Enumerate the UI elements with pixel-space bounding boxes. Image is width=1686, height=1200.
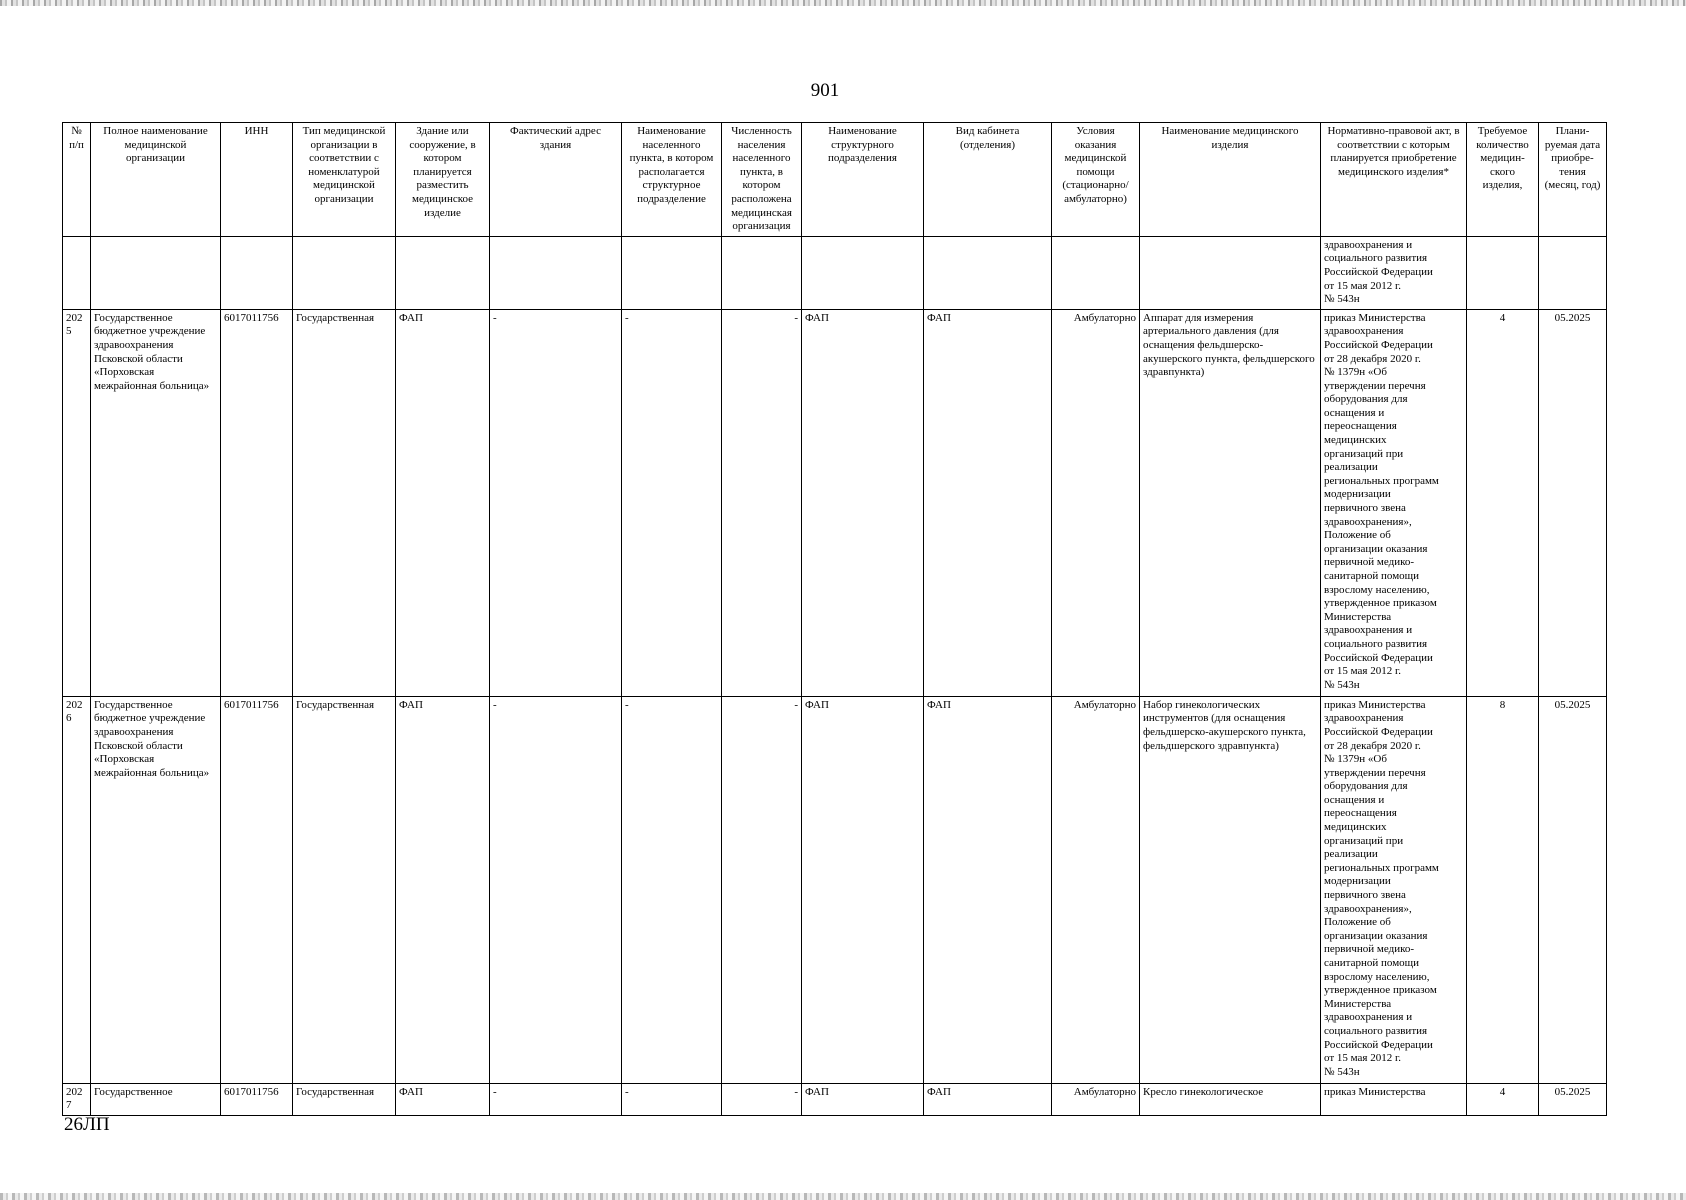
col-header-settlement: Наименование населенного пункта, в котором располагается структурное подразделение bbox=[622, 123, 722, 237]
col-header-conditions: Условия оказания медицинской помощи (стационарно/ амбулаторно) bbox=[1052, 123, 1140, 237]
row-address: - bbox=[490, 1083, 622, 1115]
row-act: приказ Министерства здравоохранения Российской Федерации от 28 декабря 2020 г. № 1379н «Об утверждении перечня оборудования для оснащения и переоснащения медицинских организаций при реализации региональных программ модернизации первичного звена здравоохранения», Положение об организации оказания первичной медико- санитарной помощи взрослому населению, утвержденное приказом Министерства здравоохранения и социального развития Российской Федерации от 15 мая 2012 г. № 543н bbox=[1321, 309, 1467, 696]
row-date: 05.2025 bbox=[1539, 1083, 1607, 1115]
row-qty: 8 bbox=[1467, 696, 1539, 1083]
row-conditions: Амбулаторно bbox=[1052, 696, 1140, 1083]
col-header-num: № п/п bbox=[63, 123, 91, 237]
row-unit: ФАП bbox=[802, 309, 924, 696]
col-header-unit: Наименование структурного подразделения bbox=[802, 123, 924, 237]
col-header-device: Наименование медицинского изделия bbox=[1140, 123, 1321, 237]
row-address: - bbox=[490, 696, 622, 1083]
table-row bbox=[63, 1083, 1607, 1115]
table-row bbox=[63, 696, 1607, 1083]
row-conditions: Амбулаторно bbox=[1052, 309, 1140, 696]
row-date: 05.2025 bbox=[1539, 696, 1607, 1083]
row-org: Государственное бюджетное учреждение здравоохранения Псковской области «Порховская межрайонная больница» bbox=[91, 309, 221, 696]
continuation-row bbox=[63, 236, 1607, 309]
row-type: Государственная bbox=[293, 1083, 396, 1115]
row-inn: 6017011756 bbox=[221, 696, 293, 1083]
row-population: - bbox=[722, 1083, 802, 1115]
col-header-type: Тип медицинской организации в соответствии с номенклатурой медицинской организации bbox=[293, 123, 396, 237]
document-code: 26ЛП bbox=[64, 1114, 110, 1135]
row-device: Кресло гинекологическое bbox=[1140, 1083, 1321, 1115]
row-date: 05.2025 bbox=[1539, 309, 1607, 696]
row-num: 2027 bbox=[63, 1083, 91, 1115]
row-org: Государственное bbox=[91, 1083, 221, 1115]
row-building: ФАП bbox=[396, 1083, 490, 1115]
row-type: Государственная bbox=[293, 696, 396, 1083]
row-cabinet: ФАП bbox=[924, 1083, 1052, 1115]
col-header-address: Фактический адрес здания bbox=[490, 123, 622, 237]
col-header-cabinet: Вид кабинета (отделения) bbox=[924, 123, 1052, 237]
row-qty: 4 bbox=[1467, 1083, 1539, 1115]
row-cabinet: ФАП bbox=[924, 309, 1052, 696]
table-row bbox=[63, 309, 1607, 696]
row-unit: ФАП bbox=[802, 1083, 924, 1115]
row-settlement: - bbox=[622, 309, 722, 696]
row-device: Набор гинекологических инструментов (для оснащения фельдшерско-акушерского пункта, фельдшерского здравпункта) bbox=[1140, 696, 1321, 1083]
row-inn: 6017011756 bbox=[221, 309, 293, 696]
row-device: Аппарат для измерения артериального давления (для оснащения фельдшерско-акушерского пункта, фельдшерского здравпункта) bbox=[1140, 309, 1321, 696]
scan-edge-top bbox=[0, 0, 1686, 6]
row-act: приказ Министерства bbox=[1321, 1083, 1467, 1115]
row-unit: ФАП bbox=[802, 696, 924, 1083]
row-settlement: - bbox=[622, 696, 722, 1083]
col-header-population: Численность населения населенного пункта, в котором расположена медицинская организация bbox=[722, 123, 802, 237]
row-num: 2025 bbox=[63, 309, 91, 696]
row-qty: 4 bbox=[1467, 309, 1539, 696]
col-header-building: Здание или сооружение, в котором планируется разместить медицинское изделие bbox=[396, 123, 490, 237]
row-conditions: Амбулаторно bbox=[1052, 1083, 1140, 1115]
row-type: Государственная bbox=[293, 309, 396, 696]
row-building: ФАП bbox=[396, 309, 490, 696]
row-building: ФАП bbox=[396, 696, 490, 1083]
row-settlement: - bbox=[622, 1083, 722, 1115]
row-address: - bbox=[490, 309, 622, 696]
header-row bbox=[63, 123, 1607, 237]
row-population: - bbox=[722, 696, 802, 1083]
row-inn: 6017011756 bbox=[221, 1083, 293, 1115]
col-header-inn: ИНН bbox=[221, 123, 293, 237]
row-num: 2026 bbox=[63, 696, 91, 1083]
page-number: 901 bbox=[810, 80, 840, 101]
row-org: Государственное бюджетное учреждение здравоохранения Псковской области «Порховская межрайонная больница» bbox=[91, 696, 221, 1083]
row-act: приказ Министерства здравоохранения Российской Федерации от 28 декабря 2020 г. № 1379н «Об утверждении перечня оборудования для оснащения и переоснащения медицинских организаций при реализации региональных программ модернизации первичного звена здравоохранения», Положение об организации оказания первичной медико- санитарной помощи взрослому населению, утвержденное приказом Министерства здравоохранения и социального развития Российской Федерации от 15 мая 2012 г. № 543н bbox=[1321, 696, 1467, 1083]
continuation-act: здравоохранения и социального развития Российской Федерации от 15 мая 2012 г. № 543н bbox=[1321, 236, 1467, 309]
row-cabinet: ФАП bbox=[924, 696, 1052, 1083]
col-header-act: Нормативно-правовой акт, в соответствии с которым планируется приобретение медицинского изделия* bbox=[1321, 123, 1467, 237]
scan-edge-bottom bbox=[0, 1193, 1686, 1200]
col-header-qty: Требуемое количество медицин-ского изделия, bbox=[1467, 123, 1539, 237]
col-header-date: Плани-руемая дата приобре-тения (месяц, год) bbox=[1539, 123, 1607, 237]
col-header-org: Полное наименование медицинской организации bbox=[91, 123, 221, 237]
equipment-table bbox=[62, 122, 1607, 1116]
row-population: - bbox=[722, 309, 802, 696]
